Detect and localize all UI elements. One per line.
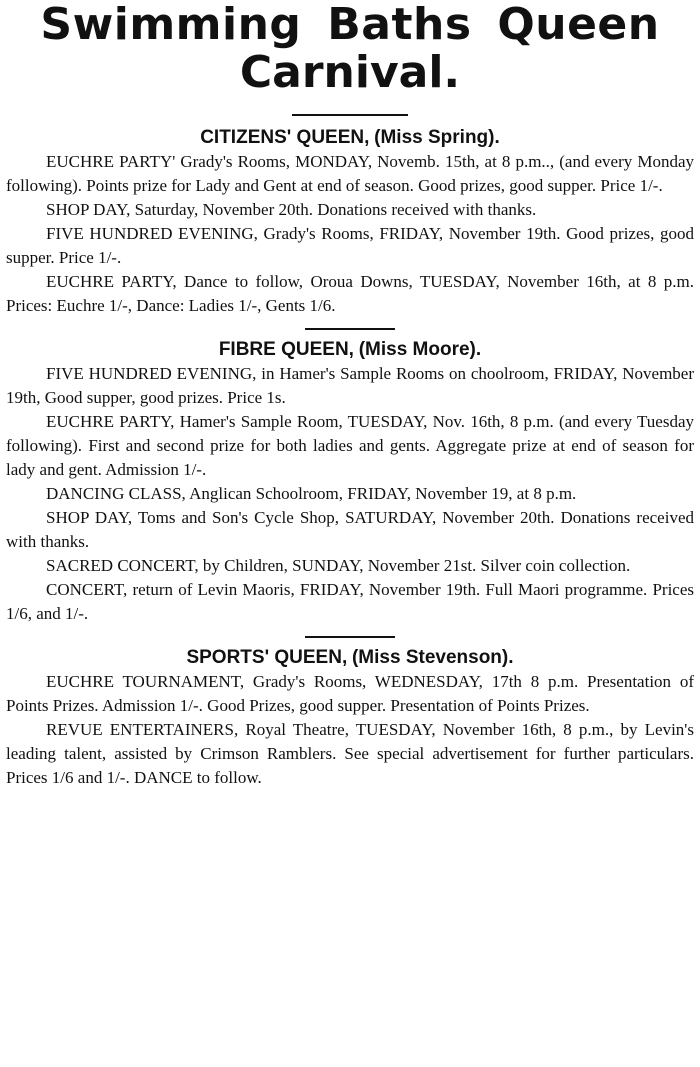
event-entry: DANCING CLASS, Anglican Schoolroom, FRIDAY, November 19, at 8 p.m. xyxy=(46,484,577,503)
section-heading xyxy=(6,126,694,150)
event-entry: SHOP DAY, Saturday, November 20th. Donations received with thanks. xyxy=(46,200,537,219)
section-heading-queen: (Miss Stevenson). xyxy=(351,647,514,668)
masthead-divider xyxy=(292,114,408,116)
event-entry: FIVE HUNDRED EVENING, in Hamer's Sample Rooms on choolroom, FRIDAY, November 19th, Good supper, good prizes. Price 1s. xyxy=(6,364,694,407)
section-heading-name: CITIZENS' QUEEN, xyxy=(200,127,370,148)
section-divider xyxy=(305,328,395,330)
section-heading-name: SPORTS' QUEEN, xyxy=(186,647,348,668)
section-heading xyxy=(6,338,694,362)
event-entry: EUCHRE TOURNAMENT, Grady's Rooms, WEDNESDAY, 17th 8 p.m. Presentation of Points Prizes. Admission 1/-. Good Prizes, good supper. Presentation of Points Prizes. xyxy=(6,672,694,715)
section-heading xyxy=(6,646,694,670)
section-heading-name: FIBRE QUEEN, xyxy=(218,339,354,360)
event-entry: SACRED CONCERT, by Children, SUNDAY, November 21st. Silver coin collection. xyxy=(46,556,631,575)
event-entry: EUCHRE PARTY' Grady's Rooms, MONDAY, Novemb. 15th, at 8 p.m.., (and every Monday following). Points prize for Lady and Gent at end of season. Good prizes, good supper. Price 1/-. xyxy=(6,152,694,195)
masthead xyxy=(6,0,694,98)
masthead-title-line2: Carnival. xyxy=(239,47,461,98)
section-citizens-queen xyxy=(6,126,694,318)
section-fibre-queen xyxy=(6,338,694,626)
event-entry: REVUE ENTERTAINERS, Royal Theatre, TUESDAY, November 16th, 8 p.m., by Levin's leading talent, assisted by Crimson Ramblers. See special advertisement for further particulars. Prices 1/6 and 1/-. DANCE to follow. xyxy=(6,720,694,787)
section-heading-queen: (Miss Spring). xyxy=(374,127,500,148)
event-entry: EUCHRE PARTY, Hamer's Sample Room, TUESDAY, Nov. 16th, 8 p.m. (and every Tuesday following). First and second prize for both ladies and gents. Aggregate prize at end of season for lady and gent. Admission 1/-. xyxy=(6,412,694,479)
event-entry: CONCERT, return of Levin Maoris, FRIDAY, November 19th. Full Maori programme. Prices 1/6, and 1/-. xyxy=(6,580,694,623)
event-entry: SHOP DAY, Toms and Son's Cycle Shop, SATURDAY, November 20th. Donations received with thanks. xyxy=(6,508,694,551)
section-divider xyxy=(305,636,395,638)
section-sports-queen xyxy=(6,646,694,790)
section-heading-queen: (Miss Moore). xyxy=(358,339,482,360)
event-entry: EUCHRE PARTY, Dance to follow, Oroua Downs, TUESDAY, November 16th, at 8 p.m. Prices: Euchre 1/-, Dance: Ladies 1/-, Gents 1/6. xyxy=(6,272,694,315)
event-entry: FIVE HUNDRED EVENING, Grady's Rooms, FRIDAY, November 19th. Good prizes, good supper. Price 1/-. xyxy=(6,224,694,267)
masthead-title-line1: Swimming Baths Queen xyxy=(40,0,660,50)
